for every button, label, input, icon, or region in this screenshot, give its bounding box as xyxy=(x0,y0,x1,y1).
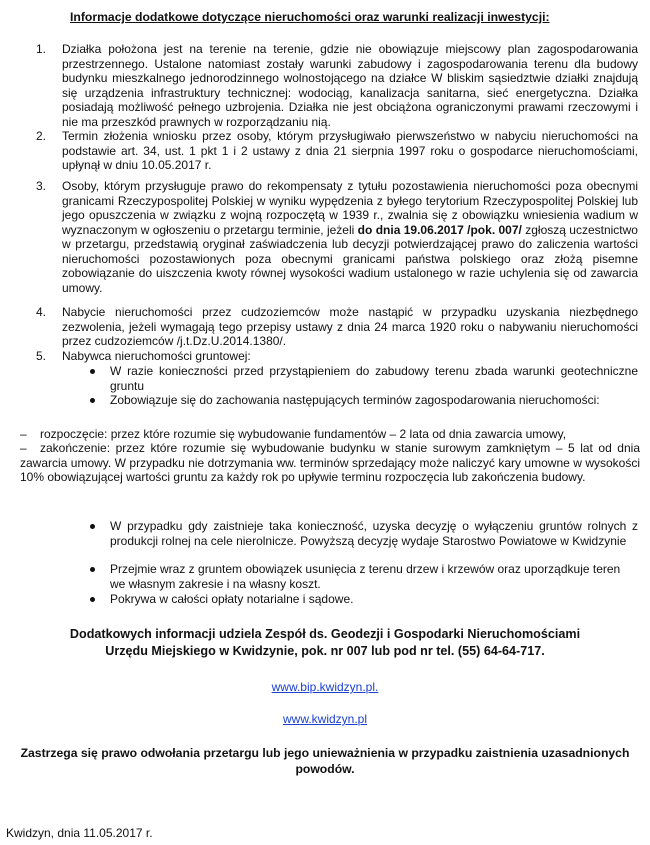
bullet-icon xyxy=(90,567,95,572)
website-link[interactable]: www.kwidzyn.pl xyxy=(282,712,368,726)
bullet-icon xyxy=(90,369,95,374)
list-item-5 xyxy=(36,349,638,364)
item-text: Nabywca nieruchomości gruntowej: xyxy=(62,349,251,363)
reservation-note: Zastrzega się prawo odwołania przetargu lub jego unieważnienia w przypadku zaistnienia uzasadnionych powodów. xyxy=(20,746,630,776)
item-number: 2. xyxy=(36,129,47,143)
deadline-text: do dnia 19.06.2017 /pok. 007/ xyxy=(357,222,522,237)
item-text: Termin złożenia wniosku przez osoby, którym przysługiwało pierwszeństwo w nabyciu nieruchomości na podstawie art. 34, ust. 1 pkt 1 i 2 ustawy z dnia 21 sierpnia 1997 roku o gospodarce nieruchomościami, upłynął w dniu 10.05.2017 r. xyxy=(62,129,638,172)
dash-item xyxy=(20,427,640,442)
link-row xyxy=(0,680,650,695)
bullet-text: Przejmie wraz z gruntem obowiązek usunięcia z terenu drzew i krzewów oraz uporządkuje teren we własnym zakresie i na własny koszt. xyxy=(110,562,621,591)
item-number: 5. xyxy=(36,349,47,363)
bullet-icon xyxy=(90,597,95,602)
list-item-2 xyxy=(36,129,638,173)
bullet-item xyxy=(90,519,638,548)
bullet-text: Pokrywa w całości opłaty notarialne i sądowe. xyxy=(110,592,354,606)
bullet-item xyxy=(90,592,638,607)
bullet-item xyxy=(90,562,638,591)
bullet-text: Zobowiązuje się do zachowania następujących terminów zagospodarowania nieruchomości: xyxy=(110,393,600,407)
bullet-text: W przypadku gdy zaistnieje taka konieczność, uzyska decyzję o wyłączeniu gruntów rolnych z produkcji rolnej na cele nierolnicze. Powyższą decyzję wydaje Starostwo Powiatowe w Kwidzynie xyxy=(110,519,638,548)
bip-link[interactable]: www.bip.kwidzyn.pl. xyxy=(271,680,379,694)
item-text-part: Osoby, którym przysługuje prawo do rekompensaty z tytułu pozostawienia nieruchomości poza obecnymi granicami Rzeczypospolitej Polskiej w wyniku wypędzenia z byłego terytorium Rzeczypospolitej Polskiej lub jego opuszczenia w związku z wojną rozpoczętą w 1939 r., zwalnia się z obowiązku wniesienia wadium w wyznaczonym w ogłoszeniu o przetargu terminie, jeżeli xyxy=(62,179,638,237)
bullet-item xyxy=(90,364,638,393)
dash-text: zakończenie: przez które rozumie się wybudowanie budynku w stanie surowym zamkniętym – 5 lat od dnia zawarcia umowy. W przypadku nie dotrzymania ww. terminów sprzedający może naliczyć kary umowne w wysokości 10% obowiązującej wartości gruntu za każdy rok po upływie terminu rozpoczęcia lub zakończenia budowy. xyxy=(20,441,640,484)
list-item-1 xyxy=(36,42,638,129)
dash-text: rozpoczęcie: przez które rozumie się wybudowanie fundamentów – 2 lata od dnia zawarcia umowy, xyxy=(40,427,567,441)
dash-marker: – xyxy=(20,427,27,441)
list-item-3 xyxy=(36,179,638,295)
bullet-item xyxy=(90,393,638,408)
dash-marker: – xyxy=(20,441,27,455)
item-text xyxy=(62,179,638,295)
item-text: Nabycie nieruchomości przez cudzoziemców może nastąpić w przypadku uzyskania niezbędnego zezwolenia, jeżeli wymagają tego przepisy ustawy z dnia 24 marca 1920 roku o nabywaniu nieruchomości przez cudzoziemców /j.t.Dz.U.2014.1380/. xyxy=(62,305,638,348)
bullet-icon xyxy=(90,524,95,529)
bullet-text: W razie konieczności przed przystąpieniem do zabudowy terenu zbada warunki geotechniczne gruntu xyxy=(110,364,638,393)
item-number: 1. xyxy=(36,42,47,56)
bullet-icon xyxy=(90,398,95,403)
list-item-4 xyxy=(36,305,638,349)
link-row xyxy=(0,712,650,727)
item-number: 4. xyxy=(36,305,47,319)
dash-item xyxy=(20,441,640,485)
date-footer: Kwidzyn, dnia 11.05.2017 r. xyxy=(6,826,153,840)
document-title: Informacje dodatkowe dotyczące nieruchomości oraz warunki realizacji inwestycji: xyxy=(70,10,550,24)
item-number: 3. xyxy=(36,179,47,193)
item-text: Działka położona jest na terenie na terenie, gdzie nie obowiązuje miejscowy plan zagospodarowania przestrzennego. Ustalone natomiast zostały warunki zabudowy i zagospodarowania terenu dla budowy budynku mieszkalnego jednorodzinnego wolnostojącego na działce W bliskim sąsiedztwie działki znajdują się urządzenia infrastruktury technicznej: wodociąg, kanalizacja sanitarna, sieć energetyczna. Działka posiadają możliwość pełnego uzbrojenia. Działka nie jest obciążona ograniczonymi prawami rzeczowymi i nie ma przeszkód prawnych w rozporządzaniu nią. xyxy=(62,42,638,129)
contact-info: Dodatkowych informacji udziela Zespół ds. Geodezji i Gospodarki Nieruchomościami Urzędu Miejskiego w Kwidzynie, pok. nr 007 lub pod nr tel. (55) 64-64-717. xyxy=(69,627,581,658)
item-text-part: zgłoszą uczestnictwo w przetargu, przedstawią oryginał zaświadczenia lub decyzji potwierdzającej prawo do zaliczenia wartości nieruchomości pozostawionych poza obecnymi granicami państwa polskiego oraz złożą pisemne zobowiązanie do uiszczenia kwoty równej wysokości wadium ustalonego w razie uchylenia się od zawarcia umowy. xyxy=(62,222,638,295)
